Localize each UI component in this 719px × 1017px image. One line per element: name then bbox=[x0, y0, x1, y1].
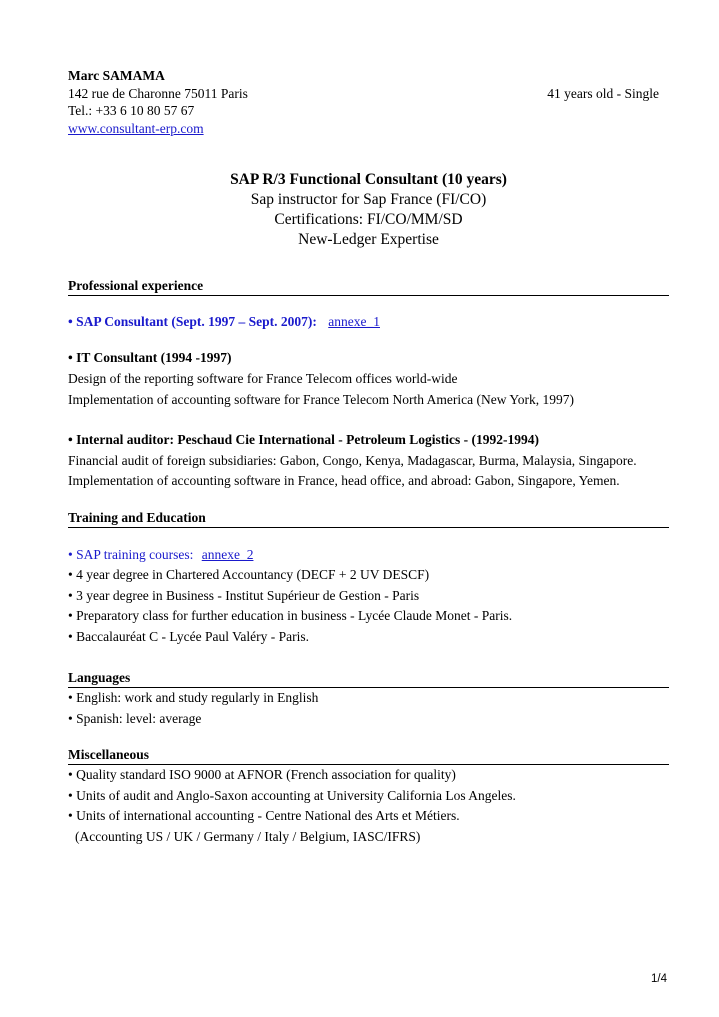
annexe-2-link[interactable]: annexe_2 bbox=[201, 546, 254, 562]
miscellaneous-list bbox=[68, 765, 669, 847]
section-heading-miscellaneous: Miscellaneous bbox=[68, 746, 669, 765]
section-heading-training: Training and Education bbox=[68, 509, 669, 528]
candidate-name: Marc SAMAMA bbox=[68, 68, 165, 83]
training-list bbox=[68, 545, 669, 648]
subtitle-expertise: New-Ledger Expertise bbox=[298, 231, 439, 248]
age-status: 41 years old - Single bbox=[547, 85, 659, 101]
annexe-1-link[interactable]: annexe_1 bbox=[328, 314, 380, 329]
contact-block bbox=[68, 67, 669, 137]
telephone: Tel.: +33 6 10 80 57 67 bbox=[68, 103, 195, 118]
it-consultant-title: • IT Consultant (1994 -1997) bbox=[68, 349, 232, 365]
address-row bbox=[68, 85, 669, 103]
internal-auditor-line-1: Financial audit of foreign subsidiaries: Gabon, Congo, Kenya, Madagascar, Burma, Malaysia, Singapore. bbox=[68, 452, 637, 468]
languages-list bbox=[68, 688, 669, 729]
list-item: • Quality standard ISO 9000 at AFNOR (French association for quality) bbox=[68, 767, 456, 782]
list-item: • 4 year degree in Chartered Accountancy (DECF + 2 UV DESCF) bbox=[68, 567, 430, 582]
address: 142 rue de Charonne 75011 Paris bbox=[68, 85, 248, 101]
title-block bbox=[68, 170, 669, 250]
list-item: • Units of audit and Anglo-Saxon accounting at University California Los Angeles. bbox=[68, 787, 516, 803]
internal-auditor-entry bbox=[68, 430, 669, 491]
list-item: • Spanish: level: average bbox=[68, 710, 202, 726]
list-item: • Units of international accounting - Centre National des Arts et Métiers. bbox=[68, 808, 460, 823]
website-link[interactable]: www.consultant-erp.com bbox=[68, 120, 204, 136]
it-consultant-line-2: Implementation of accounting software for France Telecom North America (New York, 1997) bbox=[68, 391, 575, 407]
page-number: 1/4 bbox=[651, 973, 667, 985]
accounting-note: (Accounting US / UK / Germany / Italy / Belgium, IASC/IFRS) bbox=[75, 828, 421, 844]
sap-consultant-label: • SAP Consultant (Sept. 1997 – Sept. 2007): bbox=[68, 314, 317, 329]
internal-auditor-line-2: Implementation of accounting software in France, head office, and abroad: Gabon, Singapore, Yemen. bbox=[68, 472, 620, 488]
sap-training-label: • SAP training courses: bbox=[68, 546, 194, 562]
list-item: • Baccalauréat C - Lycée Paul Valéry - Paris. bbox=[68, 628, 310, 644]
sap-training-entry bbox=[68, 545, 669, 566]
list-item: • 3 year degree in Business - Institut Supérieur de Gestion - Paris bbox=[68, 587, 420, 603]
it-consultant-line-1: Design of the reporting software for France Telecom offices world-wide bbox=[68, 370, 458, 386]
job-title: SAP R/3 Functional Consultant (10 years) bbox=[230, 171, 507, 188]
subtitle-instructor: Sap instructor for Sap France (FI/CO) bbox=[250, 191, 487, 208]
subtitle-certifications: Certifications: FI/CO/MM/SD bbox=[274, 211, 463, 228]
it-consultant-entry bbox=[68, 348, 669, 410]
sap-consultant-entry bbox=[68, 313, 669, 331]
internal-auditor-title: • Internal auditor: Peschaud Cie International - Petroleum Logistics - (1992-1994) bbox=[68, 431, 539, 447]
list-item: • Preparatory class for further education in business - Lycée Claude Monet - Paris. bbox=[68, 608, 513, 623]
section-heading-experience: Professional experience bbox=[68, 277, 669, 296]
resume-page bbox=[68, 67, 669, 847]
section-heading-languages: Languages bbox=[68, 669, 669, 688]
list-item: • English: work and study regularly in English bbox=[68, 690, 319, 705]
